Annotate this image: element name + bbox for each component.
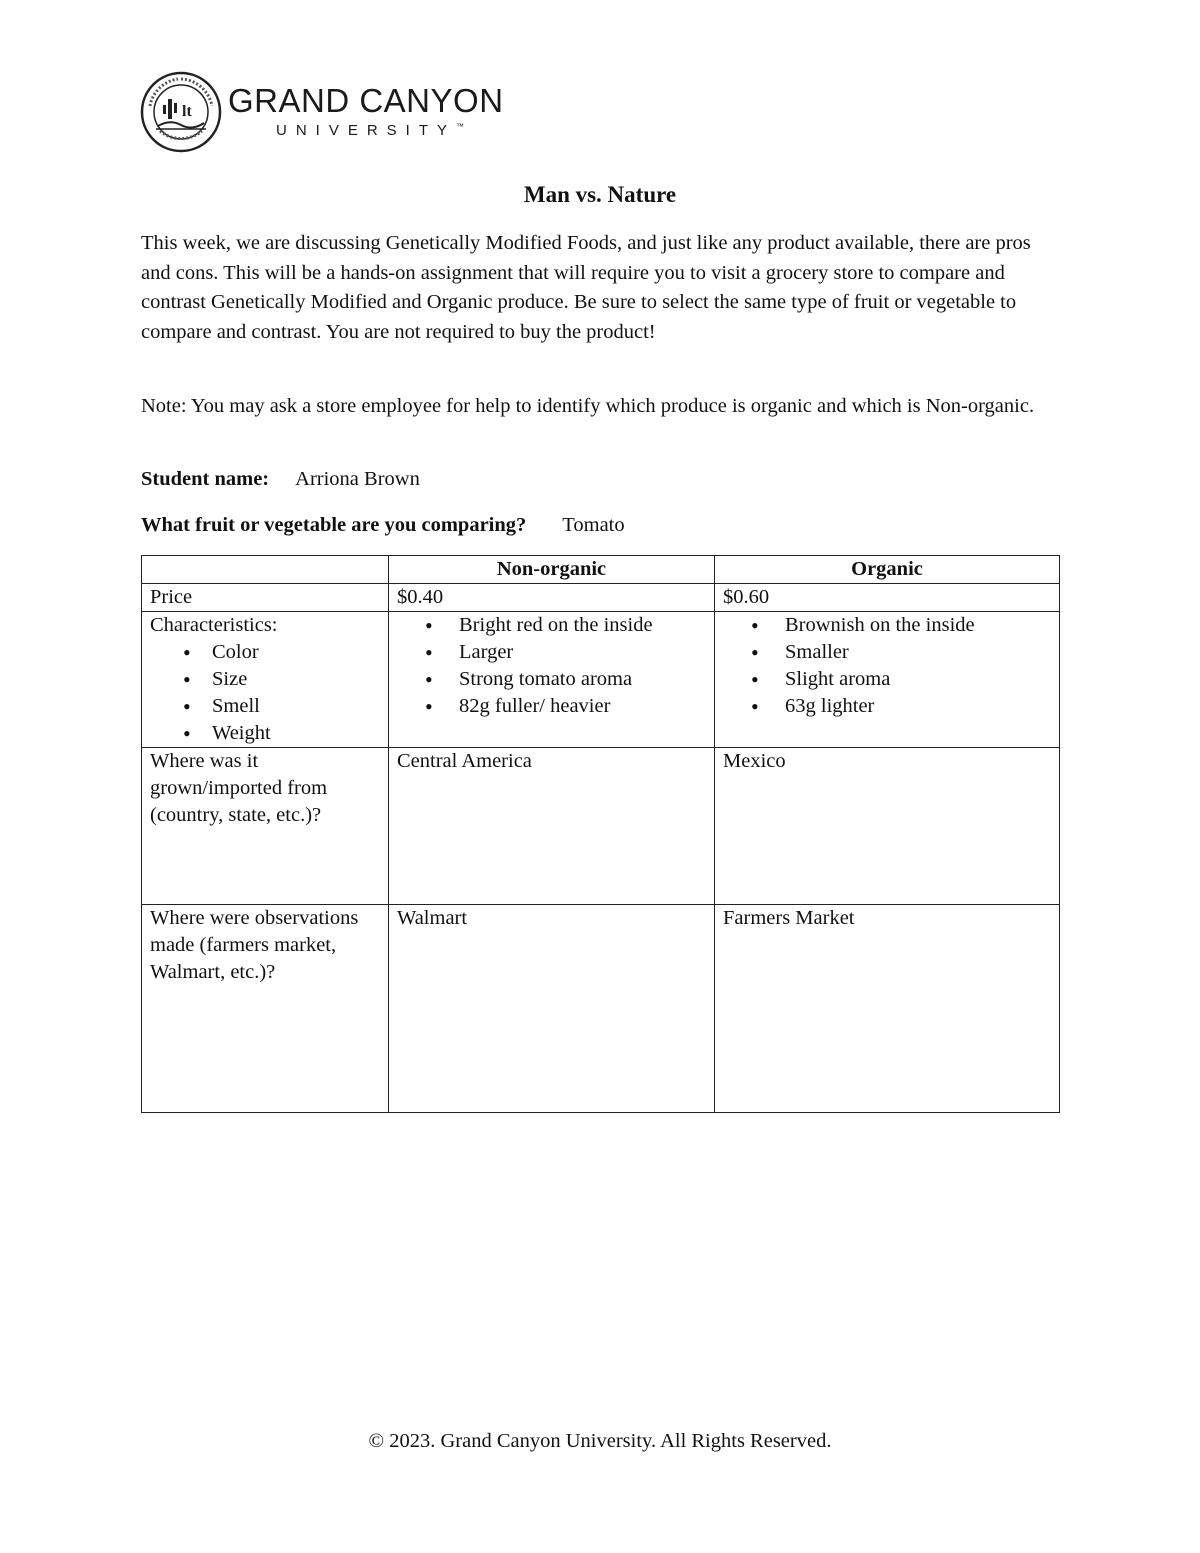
- list-item: • Brownish on the inside: [723, 612, 1051, 639]
- list-item: • Smaller: [723, 639, 1051, 666]
- characteristics-organic: [715, 612, 1060, 748]
- student-name-label: Student name:: [141, 468, 270, 490]
- university-seal-icon: [140, 71, 222, 153]
- comparing-field: [141, 511, 625, 539]
- intro-paragraph: This week, we are discussing Genetically Modified Foods, and just like any product available, there are pros and cons. This will be a hands-on assignment that will require you to visit a grocery store to compare and contrast Genetically Modified and Organic produce. Be sure to select the same type of fruit or vegetable to compare and contrast. You are not required to buy the product!: [141, 232, 1031, 343]
- student-name-value: Arriona Brown: [295, 468, 420, 490]
- table-row-characteristics: [142, 612, 1060, 748]
- header-organic: Organic: [715, 556, 1060, 584]
- characteristics-non-organic: [389, 612, 715, 748]
- characteristics-cell: [142, 612, 389, 748]
- non-organic-list: [397, 612, 706, 720]
- table-row-observations: [142, 905, 1060, 1113]
- characteristics-list: [150, 639, 380, 747]
- price-label: Price: [142, 584, 389, 612]
- observations-organic: Farmers Market: [715, 905, 1060, 1113]
- observations-non-organic: Walmart: [389, 905, 715, 1113]
- svg-text:lt: lt: [182, 103, 192, 120]
- observations-label: Where were observations made (farmers market, Walmart, etc.)?: [142, 905, 389, 1113]
- list-item: • Larger: [397, 639, 706, 666]
- table-row-origin: [142, 748, 1060, 905]
- header-non-organic: Non-organic: [389, 556, 715, 584]
- price-non-organic: $0.40: [389, 584, 715, 612]
- page-title: Man vs. Nature: [523, 182, 677, 207]
- price-organic: $0.60: [715, 584, 1060, 612]
- list-item: • 63g lighter: [723, 693, 1051, 720]
- copyright-footer: © 2023. Grand Canyon University. All Rights Reserved.: [368, 1430, 832, 1452]
- origin-label: Where was it grown/imported from (country, state, etc.)?: [142, 748, 389, 905]
- characteristics-label: Characteristics:: [150, 614, 278, 636]
- list-item: • Color: [150, 639, 380, 666]
- table-row-price: [142, 584, 1060, 612]
- origin-organic: Mexico: [715, 748, 1060, 905]
- organic-list: [723, 612, 1051, 720]
- note-paragraph: Note: You may ask a store employee for help to identify which produce is organic and which is Non-organic.: [141, 395, 1035, 417]
- list-item: • Size: [150, 666, 380, 693]
- university-logo: [140, 70, 504, 154]
- table-header-row: [142, 556, 1060, 584]
- list-item: • Weight: [150, 720, 380, 747]
- wordmark-line1: GRAND CANYON: [228, 82, 504, 119]
- origin-non-organic: Central America: [389, 748, 715, 905]
- list-item: • Bright red on the inside: [397, 612, 706, 639]
- list-item: • Slight aroma: [723, 666, 1051, 693]
- wordmark-line2: UNIVERSITY™: [276, 122, 465, 139]
- comparison-table: [141, 555, 1060, 1113]
- university-wordmark: [228, 84, 504, 140]
- list-item: • Strong tomato aroma: [397, 666, 706, 693]
- comparing-value: Tomato: [562, 514, 625, 536]
- comparing-label: What fruit or vegetable are you comparing?: [141, 514, 527, 536]
- list-item: • Smell: [150, 693, 380, 720]
- list-item: • 82g fuller/ heavier: [397, 693, 706, 720]
- student-name-field: [141, 465, 420, 493]
- header-empty-cell: [142, 556, 389, 584]
